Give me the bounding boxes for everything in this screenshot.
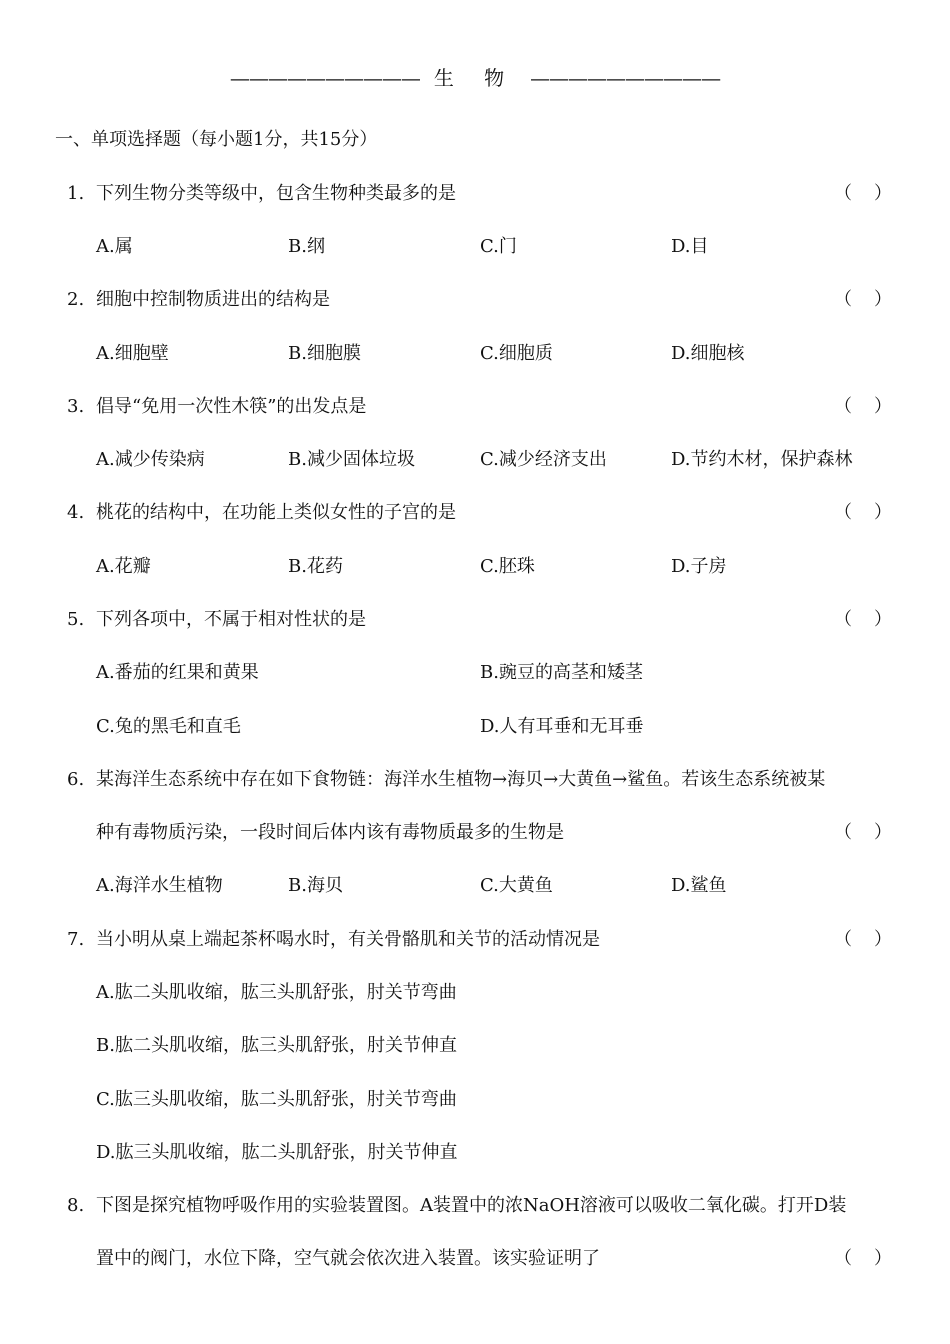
question-text: 细胞中控制物质进出的结构是 bbox=[96, 289, 330, 310]
question-text: 桃花的结构中，在功能上类似女性的子宫的是 bbox=[96, 502, 456, 523]
bracket-close: ） bbox=[874, 502, 892, 523]
option: C.兔的黑毛和直毛 bbox=[96, 716, 241, 737]
question-number: 5. bbox=[67, 609, 85, 630]
answer-bracket bbox=[834, 182, 892, 206]
answer-bracket bbox=[834, 501, 892, 525]
section-heading: 一、单项选择题（每小题1分，共15分） bbox=[55, 129, 378, 150]
option: B.纲 bbox=[288, 236, 325, 257]
option: C.减少经济支出 bbox=[480, 449, 607, 470]
question-text-continued: 置中的阀门，水位下降，空气就会依次进入装置。该实验证明了 bbox=[96, 1248, 600, 1269]
option: B.海贝 bbox=[288, 875, 343, 896]
question-number: 2. bbox=[67, 289, 85, 310]
option: C.肱三头肌收缩，肱二头肌舒张，肘关节弯曲 bbox=[96, 1089, 457, 1110]
option: A.花瓣 bbox=[96, 556, 151, 577]
option: A.番茄的红果和黄果 bbox=[96, 662, 259, 683]
bracket-open: （ bbox=[834, 1248, 852, 1269]
question-text: 下列各项中，不属于相对性状的是 bbox=[96, 609, 366, 630]
question-text: 倡导“免用一次性木筷”的出发点是 bbox=[96, 396, 367, 417]
title-rule-right: —————————— bbox=[530, 66, 721, 90]
subject-title: 生 物 bbox=[433, 66, 517, 90]
bracket-close: ） bbox=[874, 396, 892, 417]
option: B.肱二头肌收缩，肱三头肌舒张，肘关节伸直 bbox=[96, 1035, 457, 1056]
bracket-close: ） bbox=[874, 929, 892, 950]
option: B.减少固体垃圾 bbox=[288, 449, 415, 470]
question-text-continued: 种有毒物质污染，一段时间后体内该有毒物质最多的生物是 bbox=[96, 822, 564, 843]
answer-bracket bbox=[834, 1247, 892, 1271]
answer-bracket bbox=[834, 395, 892, 419]
bracket-close: ） bbox=[874, 289, 892, 310]
title-rule-left: —————————— bbox=[229, 66, 420, 90]
option: B.豌豆的高茎和矮茎 bbox=[480, 662, 643, 683]
option: C.大黄鱼 bbox=[480, 875, 553, 896]
option: A.海洋水生植物 bbox=[96, 875, 223, 896]
option: D.鲨鱼 bbox=[671, 875, 727, 896]
page-title bbox=[0, 62, 950, 91]
bracket-open: （ bbox=[834, 396, 852, 417]
bracket-open: （ bbox=[834, 609, 852, 630]
bracket-close: ） bbox=[874, 822, 892, 843]
option: C.胚珠 bbox=[480, 556, 535, 577]
option: A.属 bbox=[96, 236, 133, 257]
option: C.细胞质 bbox=[480, 343, 553, 364]
bracket-open: （ bbox=[834, 929, 852, 950]
question-number: 4. bbox=[67, 502, 85, 523]
answer-bracket bbox=[834, 288, 892, 312]
option: B.花药 bbox=[288, 556, 343, 577]
bracket-close: ） bbox=[874, 183, 892, 204]
question-number: 7. bbox=[67, 929, 85, 950]
bracket-open: （ bbox=[834, 183, 852, 204]
bracket-open: （ bbox=[834, 822, 852, 843]
option: A.肱二头肌收缩，肱三头肌舒张，肘关节弯曲 bbox=[96, 982, 457, 1003]
option: D.细胞核 bbox=[671, 343, 745, 364]
question-text: 下图是探究植物呼吸作用的实验装置图。A装置中的浓NaOH溶液可以吸收二氧化碳。打开D装 bbox=[96, 1195, 847, 1216]
option: C.门 bbox=[480, 236, 517, 257]
option: D.人有耳垂和无耳垂 bbox=[480, 716, 644, 737]
option: D.肱三头肌收缩，肱二头肌舒张，肘关节伸直 bbox=[96, 1142, 458, 1163]
bracket-close: ） bbox=[874, 1248, 892, 1269]
option: B.细胞膜 bbox=[288, 343, 361, 364]
option: D.子房 bbox=[671, 556, 727, 577]
question-text: 某海洋生态系统中存在如下食物链：海洋水生植物→海贝→大黄鱼→鲨鱼。若该生态系统被某 bbox=[96, 769, 826, 790]
question-number: 6. bbox=[67, 769, 85, 790]
option: A.减少传染病 bbox=[96, 449, 205, 470]
bracket-open: （ bbox=[834, 289, 852, 310]
bracket-close: ） bbox=[874, 609, 892, 630]
answer-bracket bbox=[834, 608, 892, 632]
answer-bracket bbox=[834, 821, 892, 845]
question-number: 1. bbox=[67, 183, 85, 204]
question-text: 下列生物分类等级中，包含生物种类最多的是 bbox=[96, 183, 456, 204]
option: D.目 bbox=[671, 236, 709, 257]
option: A.细胞壁 bbox=[96, 343, 169, 364]
question-number: 8. bbox=[67, 1195, 85, 1216]
answer-bracket bbox=[834, 928, 892, 952]
question-number: 3. bbox=[67, 396, 85, 417]
option: D.节约木材，保护森林 bbox=[671, 449, 853, 470]
bracket-open: （ bbox=[834, 502, 852, 523]
question-text: 当小明从桌上端起茶杯喝水时，有关骨骼肌和关节的活动情况是 bbox=[96, 929, 600, 950]
